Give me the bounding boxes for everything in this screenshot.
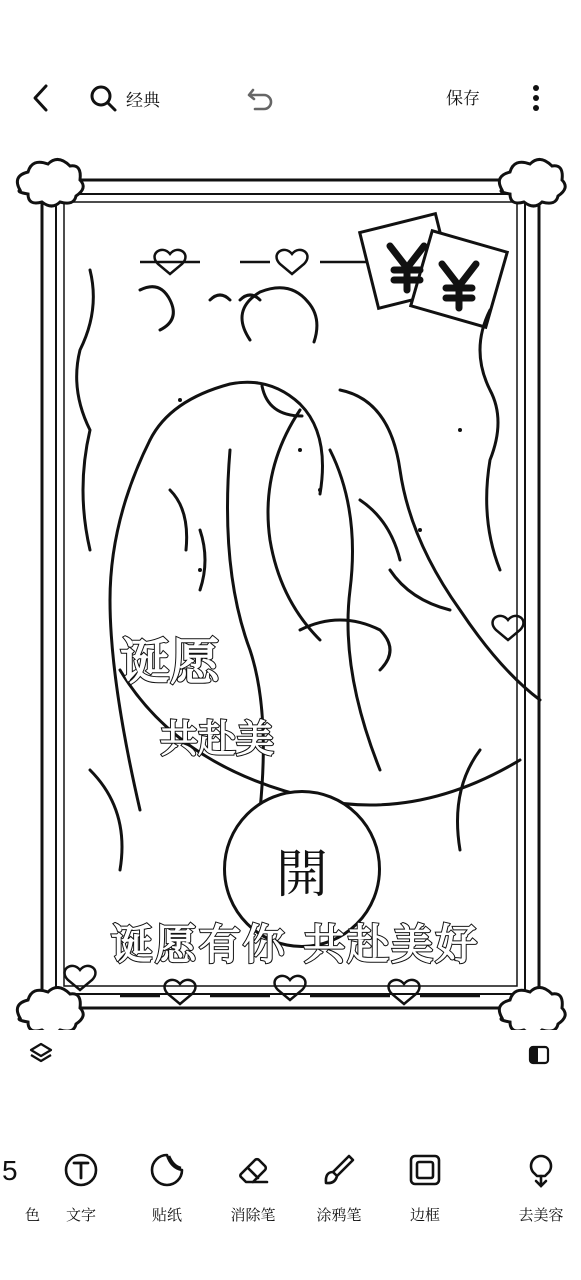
- tool-eraser[interactable]: [213, 1150, 293, 1225]
- chevron-left-icon: [24, 80, 60, 116]
- compare-icon: [526, 1042, 552, 1068]
- tool-label: 消除笔: [230, 1206, 276, 1224]
- tool-label: 贴纸: [151, 1206, 182, 1224]
- sticker-icon: [147, 1150, 187, 1190]
- save-button[interactable]: 保存: [446, 89, 480, 109]
- more-vertical-icon: [522, 80, 550, 116]
- tool-label: 去美容: [518, 1206, 564, 1224]
- tool-label: 边框: [409, 1206, 440, 1224]
- poster-title: 诞愿有你 共赴美好: [110, 920, 480, 969]
- beauty-icon: [521, 1150, 561, 1190]
- tool-label: 文字: [65, 1206, 96, 1224]
- tool-sticker[interactable]: [127, 1150, 207, 1225]
- compare-button[interactable]: [526, 1042, 552, 1068]
- open-seal: 開: [223, 790, 381, 948]
- tool-label: 色: [24, 1206, 40, 1224]
- tool-remove-beauty[interactable]: [501, 1150, 581, 1225]
- undo-icon: [242, 80, 278, 116]
- poster-mid-subtitle: 共赴美: [160, 716, 275, 761]
- filter-label: 经典: [126, 90, 160, 111]
- tool-color[interactable]: [0, 1150, 40, 1225]
- tool-text[interactable]: [41, 1150, 121, 1225]
- tool-frame[interactable]: [385, 1150, 465, 1225]
- eraser-icon: [233, 1150, 273, 1190]
- back-button[interactable]: [24, 80, 60, 116]
- search-icon: [88, 83, 118, 113]
- top-bar: [0, 70, 581, 126]
- poster-mid-title: 诞愿: [120, 632, 220, 691]
- text-icon: [61, 1150, 101, 1190]
- tool-label: 涂鸦笔: [316, 1206, 362, 1224]
- layers-button[interactable]: [28, 1040, 54, 1066]
- layers-icon: [28, 1040, 54, 1066]
- undo-button[interactable]: [242, 80, 278, 116]
- color-icon: [0, 1150, 40, 1190]
- filter-button[interactable]: [88, 80, 160, 116]
- bottom-toolbar: [0, 1150, 581, 1230]
- frame-icon: [405, 1150, 445, 1190]
- partial-glyph: 5: [2, 1155, 18, 1186]
- edit-canvas[interactable]: [0, 150, 581, 1030]
- brush-icon: [319, 1150, 359, 1190]
- tool-brush[interactable]: [299, 1150, 379, 1225]
- more-button[interactable]: [522, 80, 550, 116]
